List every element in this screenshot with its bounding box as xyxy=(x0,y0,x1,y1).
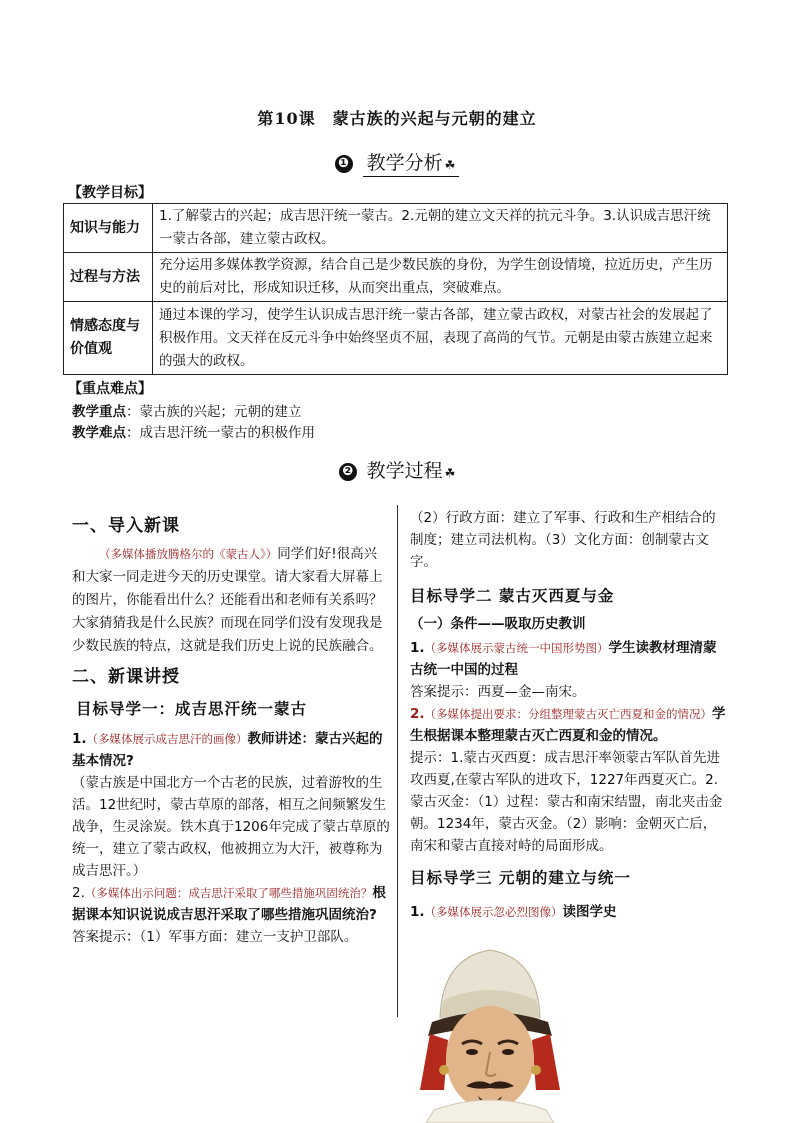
item-bold: 学生读教材理清蒙古统一中国的过程 xyxy=(410,640,717,678)
key-point xyxy=(72,402,302,422)
table-row xyxy=(64,253,728,302)
heading-intro: 一、导入新课 xyxy=(72,516,180,536)
number-badge-icon: ❶ xyxy=(335,155,353,173)
section-label: 教学过程 xyxy=(366,460,443,482)
key-point-text: ：蒙古族的兴起；元朝的建立 xyxy=(126,404,302,420)
left-column xyxy=(72,515,390,948)
item-number: 2. xyxy=(410,706,425,722)
intro-paragraph xyxy=(72,543,390,658)
item-1-text: （蒙古族是中国北方一个古老的民族，过着游牧的生活。12世纪时，蒙古草原的部落，相互之间频繁发生战争，生灵涂炭。铁木真于1206年完成了蒙古草原的统一，建立了蒙古政权，他被拥立为大汗，被尊称为成吉思汗。） xyxy=(72,775,390,879)
media-note: （多媒体展示蒙古统一中国形势图） xyxy=(424,641,609,655)
leaf-icon: ☘ xyxy=(444,466,456,480)
row-key: 知识与能力 xyxy=(64,204,153,253)
objectives-table xyxy=(63,203,728,375)
row-text: 1.了解蒙古的兴起；成吉思汗统一蒙古。2.元朝的建立文天祥的抗元斗争。3.认识成吉思汗统一蒙古各部，建立蒙古政权。 xyxy=(153,204,728,253)
right-column xyxy=(410,507,726,923)
leaf-icon: ☘ xyxy=(444,158,456,172)
column-divider xyxy=(397,505,398,1017)
section-heading-analysis xyxy=(0,148,794,175)
item-bold: 根据课本知识说说成吉思汗采取了哪些措施巩固统治? xyxy=(72,885,386,923)
continued-text: （2）行政方面：建立了军事、行政和生产相结合的制度；建立司法机构。（3）文化方面：创制蒙古文字。 xyxy=(410,510,716,570)
item-number: 1. xyxy=(410,640,425,656)
item-r2 xyxy=(410,703,726,747)
goal-heading-2: 目标导学二 蒙古灭西夏与金 xyxy=(410,586,615,605)
sub-heading: （一）条件——吸取历史教训 xyxy=(410,616,586,632)
media-note: （多媒体出示问题：成吉思汗采取了哪些措施巩固统治？ xyxy=(84,886,373,900)
kublai-khan-portrait xyxy=(414,940,566,1123)
item-2-answer: 答案提示：（1）军事方面：建立一支护卫部队。 xyxy=(72,929,358,945)
item-r1-answer: 答案提示：西夏—金—南宋。 xyxy=(410,684,586,700)
goal-heading-3: 目标导学三 元朝的建立与统一 xyxy=(410,868,631,887)
keypoints-header: 【重点难点】 xyxy=(68,381,152,397)
difficulty-point xyxy=(72,423,315,443)
key-point-label: 教学重点 xyxy=(72,404,126,420)
media-note: （多媒体展示成吉思汗的画像） xyxy=(86,732,248,746)
item-2 xyxy=(72,882,390,926)
item-number: 1. xyxy=(72,731,87,747)
item-r3 xyxy=(410,901,726,923)
item-r1 xyxy=(410,637,726,681)
row-text: 充分运用多媒体教学资源，结合自己是少数民族的身份，为学生创设情境，拉近历史，产生历史的前后对比，形成知识迁移，从而突出重点，突破难点。 xyxy=(153,253,728,302)
section-heading-process xyxy=(0,456,794,483)
objectives-header: 【教学目标】 xyxy=(68,185,152,201)
intro-text: 同学们好!很高兴和大家一同走进今天的历史课堂。请大家看大屏幕上的图片，你能看出什么？还能看出和老师有关系吗？大家猜猜我是什么民族？而现在同学们没有发现我是少数民族的特点，这就是我们历史上说的民族融合。 xyxy=(72,546,383,654)
row-key: 情感态度与价值观 xyxy=(64,302,153,375)
media-note: （多媒体播放腾格尔的《蒙古人》） xyxy=(99,547,278,561)
table-row xyxy=(64,302,728,375)
media-note: （多媒体提出要求：分组整理蒙古灭亡西夏和金的情况） xyxy=(424,707,713,721)
row-text: 通过本课的学习，使学生认识成吉思汗统一蒙古各部，建立蒙古政权，对蒙古社会的发展起了积极作用。文天祥在反元斗争中始终坚贞不屈，表现了高尚的气节。元朝是由蒙古族建立起来的强大的政权。 xyxy=(153,302,728,375)
item-bold: 学生根据课本整理蒙古灭亡西夏和金的情况。 xyxy=(410,706,726,744)
item-bold: 教师讲述：蒙古兴起的基本情况? xyxy=(72,731,383,769)
goal-heading-1: 目标导学一：成吉思汗统一蒙古 xyxy=(76,699,308,718)
section-label: 教学分析 xyxy=(366,152,443,174)
difficulty-label: 教学难点 xyxy=(72,425,126,441)
item-number: 2. xyxy=(72,885,85,901)
heading-new: 二、新课讲授 xyxy=(72,667,180,687)
media-note: （多媒体展示忽必烈图像） xyxy=(424,905,563,919)
item-bold: 读图学史 xyxy=(562,904,617,920)
number-badge-icon: ❷ xyxy=(339,463,357,481)
item-1 xyxy=(72,728,390,772)
item-number: 1. xyxy=(410,904,425,920)
difficulty-text: ：成吉思汗统一蒙古的积极作用 xyxy=(126,425,315,441)
page-title: 第10课 蒙古族的兴起与元朝的建立 xyxy=(257,109,537,128)
item-r2-text: 提示：1.蒙古灭西夏：成吉思汗率领蒙古军队首先进攻西夏,在蒙古军队的进攻下，1227年西夏灭亡。2.蒙古灭金：（1）过程：蒙古和南宋结盟，南北夹击金朝。1234年，蒙古灭金。（2）影响：金朝灭亡后，南宋和蒙古直接对峙的局面形成。 xyxy=(410,750,723,854)
table-row xyxy=(64,204,728,253)
row-key: 过程与方法 xyxy=(64,253,153,302)
portrait-image xyxy=(414,940,566,1123)
